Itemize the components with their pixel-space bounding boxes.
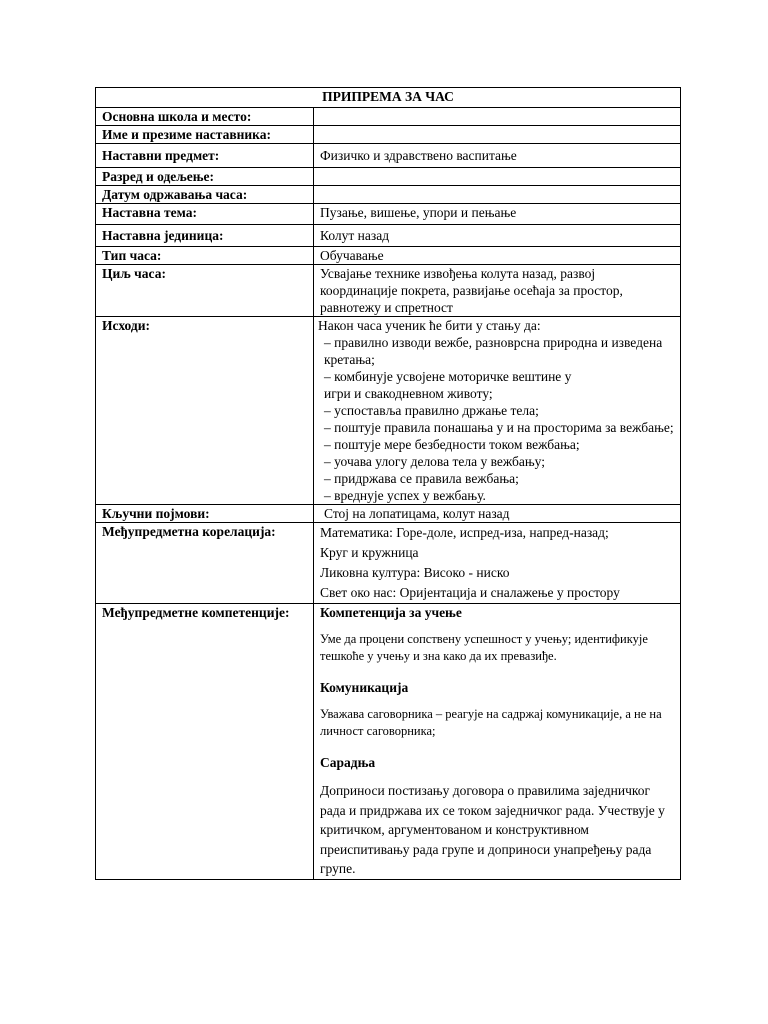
correlation-line: Ликовна култура: Високо - ниско: [320, 565, 510, 580]
title-row: [96, 88, 681, 108]
unit-label: Наставна јединица:: [96, 225, 314, 247]
unit-row: [96, 225, 681, 247]
communication-title: Комуникација: [320, 680, 409, 695]
outcomes-intro: Након часа ученик ће бити у стању да:: [318, 318, 541, 333]
cooperation-text: Доприноси постизању договора о правилима заједничког рада и придржава их се током заједничког рада. Учествује у критичком, аргументованом и конструктивном преиспитивању рада групе и доприноси унапређењу рада групе.: [320, 783, 665, 876]
lesson-plan-table: [95, 87, 681, 880]
grade-label: Разред и одељење:: [96, 168, 314, 186]
school-label: Основна школа и место:: [96, 108, 314, 126]
outcomes-label: Исходи:: [96, 317, 314, 505]
school-row: [96, 108, 681, 126]
teacher-value: [314, 126, 681, 144]
document-title: ПРИПРЕМА ЗА ЧАС: [96, 88, 681, 108]
learning-competence-title: Компетенција за учење: [320, 605, 462, 620]
date-label: Датум одржавања часа:: [96, 186, 314, 204]
outcome-item: – уочава улогу делова тела у вежбању;: [324, 454, 546, 469]
goal-value: Усвајање технике извођења колута назад, развој координације покрета, развијање осећаја за простор, равнотежу и спретност: [314, 265, 681, 317]
school-value: [314, 108, 681, 126]
outcome-item: – правилно изводи вежбе, разноврсна природна и изведена кретања;: [324, 335, 663, 367]
outcome-item: – успоставља правилно држање тела;: [324, 403, 539, 418]
subject-label: Наставни предмет:: [96, 144, 314, 168]
grade-value: [314, 168, 681, 186]
unit-value: Колут назад: [314, 225, 681, 247]
outcome-item: – придржава се правила вежбања;: [324, 471, 519, 486]
key-terms-row: [96, 505, 681, 523]
outcomes-cell: [314, 317, 681, 505]
type-value: Обучавање: [314, 247, 681, 265]
date-value: [314, 186, 681, 204]
communication-text: Уважава саговорника – реагује на садржај комуникације, а не на личност саговорника;: [320, 707, 662, 738]
type-label: Тип часа:: [96, 247, 314, 265]
topic-label: Наставна тема:: [96, 204, 314, 225]
teacher-row: [96, 126, 681, 144]
date-row: [96, 186, 681, 204]
topic-value: Пузање, вишење, упори и пењање: [314, 204, 681, 225]
correlation-label: Међупредметна корелација:: [96, 523, 314, 604]
subject-value: Физичко и здравствено васпитање: [314, 144, 681, 168]
learning-competence-text: Уме да процени сопствену успешност у учењу; идентификује тешкоће у учењу и зна како да их превазиђе.: [320, 632, 648, 663]
subject-row: [96, 144, 681, 168]
competences-cell: [314, 604, 681, 880]
outcomes-row: [96, 317, 681, 505]
outcome-item: игри и свакодневном животу;: [324, 386, 493, 401]
outcome-item: – комбинује усвојене моторичке вештине у: [324, 369, 572, 384]
teacher-label: Име и презиме наставника:: [96, 126, 314, 144]
correlation-row: [96, 523, 681, 604]
competences-row: [96, 604, 681, 880]
grade-row: [96, 168, 681, 186]
outcome-item: – вреднује успех у вежбању.: [324, 488, 486, 503]
outcome-item: – поштује мере безбедности током вежбања;: [324, 437, 580, 452]
cooperation-title: Сарадња: [320, 755, 376, 770]
goal-label: Циљ часа:: [96, 265, 314, 317]
key-terms-label: Кључни појмови:: [96, 505, 314, 523]
outcome-item: – поштује правила понашања у и на просторима за вежбање;: [324, 420, 674, 435]
correlation-line: Свет око нас: Оријентација и сналажење у простору: [320, 585, 620, 600]
key-terms-value: Стој на лопатицама, колут назад: [314, 505, 681, 523]
type-row: [96, 247, 681, 265]
topic-row: [96, 204, 681, 225]
correlation-cell: [314, 523, 681, 604]
goal-row: [96, 265, 681, 317]
correlation-line: Круг и кружница: [320, 545, 419, 560]
correlation-line: Математика: Горе-доле, испред-иза, напред-назад;: [320, 525, 609, 540]
outcomes-list: [318, 334, 674, 504]
competences-label: Међупредметне компетенције:: [96, 604, 314, 880]
